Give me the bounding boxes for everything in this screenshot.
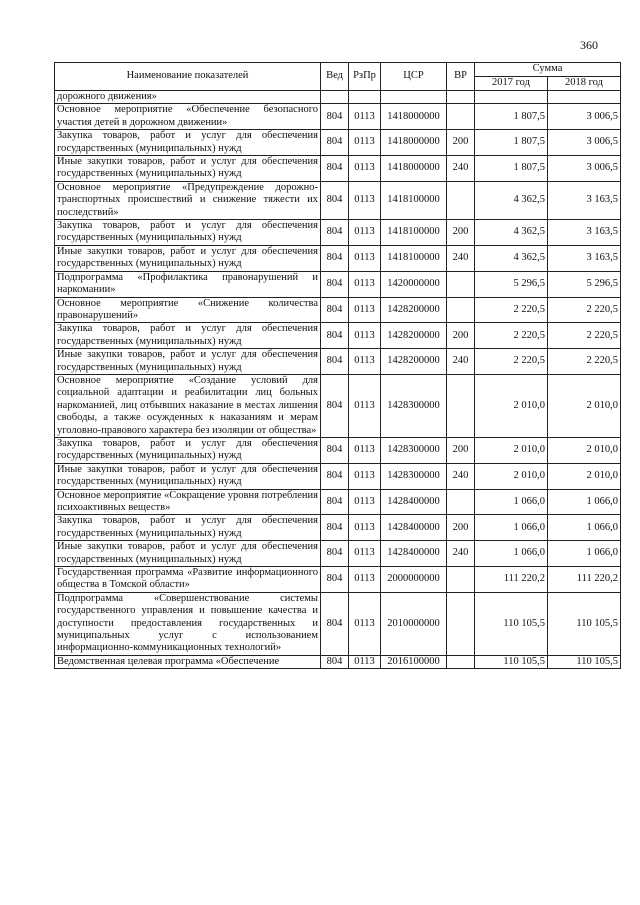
cell-name: Основное мероприятие «Снижение количества правонарушений» xyxy=(55,297,321,323)
cell-name: Иные закупки товаров, работ и услуг для обеспечения государственных (муниципальных) нужд xyxy=(55,463,321,489)
table-row xyxy=(55,655,621,668)
cell-rzpr: 0113 xyxy=(349,437,381,463)
cell-ved: 804 xyxy=(321,463,349,489)
cell-vr: 240 xyxy=(447,541,475,567)
header-ved: Вед xyxy=(321,63,349,91)
cell-name: Государственная программа «Развитие информационного общества в Томской области» xyxy=(55,567,321,593)
cell-ved: 804 xyxy=(321,349,349,375)
cell-name: Закупка товаров, работ и услуг для обеспечения государственных (муниципальных) нужд xyxy=(55,130,321,156)
cell-rzpr: 0113 xyxy=(349,592,381,655)
cell-ved: 804 xyxy=(321,181,349,219)
cell-sum-2018: 2 220,5 xyxy=(548,349,621,375)
cell-name: Закупка товаров, работ и услуг для обеспечения государственных (муниципальных) нужд xyxy=(55,220,321,246)
cell-sum-2018: 110 105,5 xyxy=(548,592,621,655)
cell-csr: 1418100000 xyxy=(381,220,447,246)
cell-rzpr: 0113 xyxy=(349,104,381,130)
cell-sum-2017: 1 807,5 xyxy=(475,104,548,130)
cell-ved: 804 xyxy=(321,655,349,668)
cell-csr: 1418000000 xyxy=(381,130,447,156)
cell-ved: 804 xyxy=(321,156,349,182)
cell-sum-2018: 1 066,0 xyxy=(548,489,621,515)
cell-rzpr: 0113 xyxy=(349,463,381,489)
cell-rzpr: 0113 xyxy=(349,541,381,567)
cell-rzpr: 0113 xyxy=(349,245,381,271)
cell-name: Иные закупки товаров, работ и услуг для обеспечения государственных (муниципальных) нужд xyxy=(55,156,321,182)
cell-csr xyxy=(381,91,447,104)
cell-sum-2017: 1 066,0 xyxy=(475,489,548,515)
cell-csr: 2000000000 xyxy=(381,567,447,593)
table-row xyxy=(55,437,621,463)
page-number: 360 xyxy=(580,38,598,52)
cell-name: Подпрограмма «Профилактика правонарушений и наркомании» xyxy=(55,271,321,297)
cell-ved: 804 xyxy=(321,104,349,130)
table-row xyxy=(55,91,621,104)
cell-csr: 1428400000 xyxy=(381,489,447,515)
table-row xyxy=(55,541,621,567)
cell-sum-2017: 1 807,5 xyxy=(475,156,548,182)
cell-rzpr: 0113 xyxy=(349,655,381,668)
cell-rzpr: 0113 xyxy=(349,156,381,182)
budget-table xyxy=(54,62,621,669)
cell-ved: 804 xyxy=(321,489,349,515)
header-name: Наименование показателей xyxy=(55,63,321,91)
cell-name: Закупка товаров, работ и услуг для обеспечения государственных (муниципальных) нужд xyxy=(55,323,321,349)
cell-name: Основное мероприятие «Предупреждение дорожно-транспортных происшествий и снижение тяжести их последствий» xyxy=(55,181,321,219)
cell-rzpr: 0113 xyxy=(349,220,381,246)
cell-ved: 804 xyxy=(321,220,349,246)
cell-sum-2017: 1 066,0 xyxy=(475,541,548,567)
cell-vr xyxy=(447,297,475,323)
cell-vr: 200 xyxy=(447,220,475,246)
cell-csr: 1418000000 xyxy=(381,156,447,182)
table-row xyxy=(55,592,621,655)
cell-sum-2017: 2 010,0 xyxy=(475,463,548,489)
cell-sum-2018: 110 105,5 xyxy=(548,655,621,668)
cell-vr xyxy=(447,271,475,297)
cell-csr: 1428400000 xyxy=(381,541,447,567)
cell-csr: 1420000000 xyxy=(381,271,447,297)
header-vr: ВР xyxy=(447,63,475,91)
cell-ved: 804 xyxy=(321,245,349,271)
cell-sum-2017: 2 220,5 xyxy=(475,349,548,375)
cell-vr: 240 xyxy=(447,156,475,182)
cell-ved: 804 xyxy=(321,374,349,437)
table-row xyxy=(55,349,621,375)
cell-sum-2017: 110 105,5 xyxy=(475,655,548,668)
cell-sum-2017: 4 362,5 xyxy=(475,245,548,271)
cell-name: Подпрограмма «Совершенствование системы государственного управления и повышение качества и доступности предоставления государственных и муниципальных услуг с использованием информационно-коммуникационных технологий» xyxy=(55,592,321,655)
cell-rzpr: 0113 xyxy=(349,297,381,323)
cell-ved: 804 xyxy=(321,567,349,593)
header-year-2018: 2018 год xyxy=(548,77,621,91)
cell-csr: 1418100000 xyxy=(381,245,447,271)
cell-vr xyxy=(447,567,475,593)
cell-csr: 2016100000 xyxy=(381,655,447,668)
cell-sum-2017: 2 010,0 xyxy=(475,437,548,463)
cell-vr xyxy=(447,655,475,668)
cell-rzpr: 0113 xyxy=(349,130,381,156)
cell-sum-2017: 1 807,5 xyxy=(475,130,548,156)
cell-rzpr xyxy=(349,91,381,104)
cell-ved xyxy=(321,91,349,104)
cell-sum-2018: 3 163,5 xyxy=(548,220,621,246)
cell-sum-2017: 4 362,5 xyxy=(475,181,548,219)
cell-name: Иные закупки товаров, работ и услуг для обеспечения государственных (муниципальных) нужд xyxy=(55,349,321,375)
cell-vr xyxy=(447,91,475,104)
cell-ved: 804 xyxy=(321,437,349,463)
cell-vr: 240 xyxy=(447,349,475,375)
cell-ved: 804 xyxy=(321,271,349,297)
cell-name: Иные закупки товаров, работ и услуг для обеспечения государственных (муниципальных) нужд xyxy=(55,245,321,271)
cell-name: Основное мероприятие «Создание условий для социальной адаптации и реабилитации лиц больных наркоманией, лиц отбывших наказание в местах лишения свободы, а также осужденных к наказаниям и мерам уголовно-правового характера без изоляции от общества» xyxy=(55,374,321,437)
cell-csr: 1428300000 xyxy=(381,437,447,463)
cell-rzpr: 0113 xyxy=(349,567,381,593)
header-rzpr: РзПр xyxy=(349,63,381,91)
header-year-2017: 2017 год xyxy=(475,77,548,91)
cell-sum-2018: 2 220,5 xyxy=(548,297,621,323)
cell-csr: 1428200000 xyxy=(381,297,447,323)
cell-csr: 1428200000 xyxy=(381,323,447,349)
table-body xyxy=(55,91,621,669)
cell-name: Основное мероприятие «Сокращение уровня потребления психоактивных веществ» xyxy=(55,489,321,515)
table-row xyxy=(55,567,621,593)
table-row xyxy=(55,156,621,182)
table-row xyxy=(55,515,621,541)
cell-name: Закупка товаров, работ и услуг для обеспечения государственных (муниципальных) нужд xyxy=(55,437,321,463)
cell-sum-2018: 2 010,0 xyxy=(548,463,621,489)
cell-name: Закупка товаров, работ и услуг для обеспечения государственных (муниципальных) нужд xyxy=(55,515,321,541)
cell-sum-2018: 3 006,5 xyxy=(548,156,621,182)
table-row xyxy=(55,220,621,246)
table-row xyxy=(55,104,621,130)
cell-ved: 804 xyxy=(321,515,349,541)
table-row xyxy=(55,463,621,489)
cell-csr: 1428300000 xyxy=(381,374,447,437)
cell-ved: 804 xyxy=(321,297,349,323)
cell-csr: 1428400000 xyxy=(381,515,447,541)
cell-csr: 1418000000 xyxy=(381,104,447,130)
cell-name: дорожного движения» xyxy=(55,91,321,104)
table-row xyxy=(55,245,621,271)
cell-csr: 1418100000 xyxy=(381,181,447,219)
cell-sum-2018: 2 010,0 xyxy=(548,374,621,437)
cell-sum-2018 xyxy=(548,91,621,104)
cell-vr: 200 xyxy=(447,323,475,349)
cell-sum-2017: 111 220,2 xyxy=(475,567,548,593)
table-row xyxy=(55,374,621,437)
cell-vr xyxy=(447,181,475,219)
cell-rzpr: 0113 xyxy=(349,374,381,437)
cell-vr xyxy=(447,374,475,437)
cell-sum-2017: 2 010,0 xyxy=(475,374,548,437)
cell-csr: 1428200000 xyxy=(381,349,447,375)
cell-rzpr: 0113 xyxy=(349,489,381,515)
cell-sum-2017: 2 220,5 xyxy=(475,297,548,323)
cell-name: Основное мероприятие «Обеспечение безопасного участия детей в дорожном движении» xyxy=(55,104,321,130)
cell-name: Ведомственная целевая программа «Обеспечение xyxy=(55,655,321,668)
cell-sum-2018: 3 006,5 xyxy=(548,130,621,156)
table-row xyxy=(55,271,621,297)
cell-sum-2017: 4 362,5 xyxy=(475,220,548,246)
cell-vr: 240 xyxy=(447,463,475,489)
cell-csr: 1428300000 xyxy=(381,463,447,489)
cell-csr: 2010000000 xyxy=(381,592,447,655)
cell-sum-2018: 3 163,5 xyxy=(548,181,621,219)
cell-rzpr: 0113 xyxy=(349,323,381,349)
cell-sum-2017: 5 296,5 xyxy=(475,271,548,297)
table-row xyxy=(55,323,621,349)
cell-sum-2018: 2 010,0 xyxy=(548,437,621,463)
cell-ved: 804 xyxy=(321,541,349,567)
cell-sum-2018: 1 066,0 xyxy=(548,541,621,567)
cell-rzpr: 0113 xyxy=(349,181,381,219)
cell-vr: 200 xyxy=(447,130,475,156)
cell-rzpr: 0113 xyxy=(349,515,381,541)
cell-vr: 200 xyxy=(447,515,475,541)
table-row xyxy=(55,489,621,515)
cell-rzpr: 0113 xyxy=(349,349,381,375)
cell-sum-2017: 2 220,5 xyxy=(475,323,548,349)
cell-rzpr: 0113 xyxy=(349,271,381,297)
cell-sum-2018: 111 220,2 xyxy=(548,567,621,593)
cell-vr xyxy=(447,592,475,655)
table-row xyxy=(55,181,621,219)
cell-sum-2018: 3 163,5 xyxy=(548,245,621,271)
cell-ved: 804 xyxy=(321,323,349,349)
cell-sum-2018: 1 066,0 xyxy=(548,515,621,541)
cell-sum-2017: 110 105,5 xyxy=(475,592,548,655)
cell-name: Иные закупки товаров, работ и услуг для обеспечения государственных (муниципальных) нужд xyxy=(55,541,321,567)
cell-vr: 200 xyxy=(447,437,475,463)
cell-vr xyxy=(447,104,475,130)
cell-vr xyxy=(447,489,475,515)
cell-ved: 804 xyxy=(321,592,349,655)
header-sum: Сумма xyxy=(475,63,621,77)
cell-sum-2017: 1 066,0 xyxy=(475,515,548,541)
table-row xyxy=(55,130,621,156)
cell-sum-2018: 5 296,5 xyxy=(548,271,621,297)
cell-sum-2018: 3 006,5 xyxy=(548,104,621,130)
cell-sum-2017 xyxy=(475,91,548,104)
table-row xyxy=(55,297,621,323)
table-header xyxy=(55,63,621,91)
cell-sum-2018: 2 220,5 xyxy=(548,323,621,349)
cell-vr: 240 xyxy=(447,245,475,271)
cell-ved: 804 xyxy=(321,130,349,156)
header-csr: ЦСР xyxy=(381,63,447,91)
